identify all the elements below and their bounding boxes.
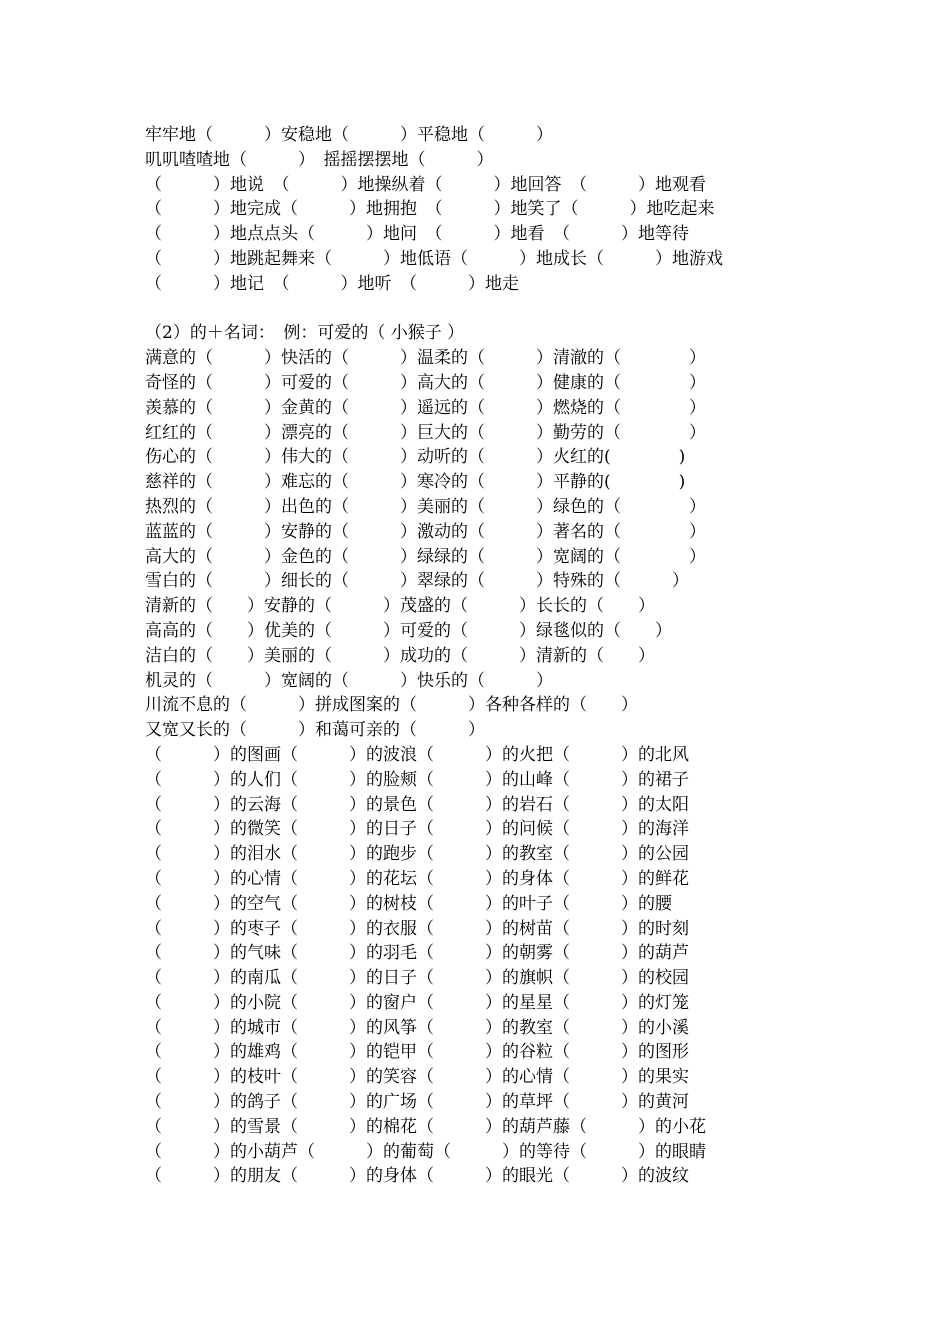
exercise-line: （ ）的小葫芦（ ）的葡萄（ ）的等待（ ）的眼睛 <box>145 1141 706 1162</box>
exercise-line: （ ）的人们（ ）的脸颊（ ）的山峰（ ）的裙子 <box>145 769 689 790</box>
exercise-line: （ ）的云海（ ）的景色（ ）的岩石（ ）的太阳 <box>145 794 689 815</box>
exercise-line: （ ）的图画（ ）的波浪（ ）的火把（ ）的北风 <box>145 744 689 765</box>
section-spacer <box>145 297 845 322</box>
exercise-line: （ ）地点点头（ ）地问 （ ）地看 （ ）地等待 <box>145 224 689 245</box>
exercise-line: 高高的（ ）优美的（ ）可爱的（ ）绿毯似的（ ） <box>145 620 672 641</box>
section-heading: （2）的＋名词： 例：可爱的（ 小猴子 ） <box>145 323 465 344</box>
exercise-line: 热烈的（ ）出色的（ ）美丽的（ ）绿色的（ ） <box>145 496 706 517</box>
exercise-line: （ ）的枝叶（ ）的笑容（ ）的心情（ ）的果实 <box>145 1067 689 1088</box>
noun-exercise-section <box>145 346 845 1189</box>
exercise-line: 牢牢地（ ）安稳地（ ）平稳地（ ） <box>145 125 553 145</box>
exercise-line: （ ）地说 （ ）地操纵着（ ）地回答 （ ）地观看 <box>145 174 706 195</box>
exercise-line: （ ）的雪景（ ）的棉花（ ）的葫芦藤（ ）的小花 <box>145 1116 706 1137</box>
exercise-line: （ ）的朋友（ ）的身体（ ）的眼光（ ）的波纹 <box>145 1166 689 1187</box>
exercise-line: 洁白的（ ）美丽的（ ）成功的（ ）清新的（ ） <box>145 645 655 666</box>
exercise-line: 高大的（ ）金色的（ ）绿绿的（ ）宽阔的（ ） <box>145 546 706 567</box>
exercise-line: （ ）的鸽子（ ）的广场（ ）的草坪（ ）的黄河 <box>145 1092 689 1113</box>
exercise-line: 奇怪的（ ）可爱的（ ）高大的（ ）健康的（ ） <box>145 372 706 393</box>
exercise-line: （ ）的气味（ ）的羽毛（ ）的朝雾（ ）的葫芦 <box>145 943 689 964</box>
exercise-line: （ ）的微笑（ ）的日子（ ）的问候（ ）的海洋 <box>145 819 689 840</box>
exercise-line: 清新的（ ）安静的（ ）茂盛的（ ）长长的（ ） <box>145 596 655 617</box>
exercise-line: （ ）的泪水（ ）的跑步（ ）的教室（ ）的公园 <box>145 844 689 865</box>
exercise-line: 机灵的（ ）宽阔的（ ）快乐的（ ） <box>145 670 553 691</box>
exercise-line: 又宽又长的（ ）和蔼可亲的（ ） <box>145 720 485 741</box>
exercise-line: （ ）的雄鸡（ ）的铠甲（ ）的谷粒（ ）的图形 <box>145 1042 689 1063</box>
exercise-line: 满意的（ ）快活的（ ）温柔的（ ）清澈的（ ） <box>145 348 706 369</box>
exercise-line: （ ）的心情（ ）的花坛（ ）的身体（ ）的鲜花 <box>145 868 689 889</box>
exercise-line: （ ）地完成（ ）地拥抱 （ ）地笑了（ ）地吃起来 <box>145 199 715 220</box>
adverb-exercise-section <box>145 123 845 297</box>
exercise-line: （ ）的空气（ ）的树枝（ ）的叶子（ ）的腰 <box>145 893 672 914</box>
exercise-line: （ ）的小院（ ）的窗户（ ）的星星（ ）的灯笼 <box>145 992 689 1013</box>
exercise-line: 伤心的（ ）伟大的（ ）动听的（ ）火红的( ) <box>145 447 686 468</box>
exercise-line: 红红的（ ）漂亮的（ ）巨大的（ ）勤劳的（ ） <box>145 422 706 443</box>
exercise-line: （ ）地记 （ ）地听 （ ）地走 <box>145 273 519 294</box>
exercise-line: 雪白的（ ）细长的（ ）翠绿的（ ）特殊的（ ） <box>145 571 689 592</box>
exercise-line: 叽叽喳喳地（ ） 摇摇摆摆地（ ） <box>145 149 494 170</box>
exercise-line: 羡慕的（ ）金黄的（ ）遥远的（ ）燃烧的（ ） <box>145 397 706 418</box>
exercise-line: 蓝蓝的（ ）安静的（ ）激动的（ ）著名的（ ） <box>145 521 706 542</box>
exercise-line: （ ）的城市（ ）的风筝（ ）的教室（ ）的小溪 <box>145 1017 689 1038</box>
exercise-line: （ ）地跳起舞来（ ）地低语（ ）地成长（ ）地游戏 <box>145 248 723 269</box>
exercise-line: （ ）的枣子（ ）的衣服（ ）的树苗（ ）的时刻 <box>145 918 689 939</box>
exercise-line: （ ）的南瓜（ ）的日子（ ）的旗帜（ ）的校园 <box>145 968 689 989</box>
exercise-line: 慈祥的（ ）难忘的（ ）寒冷的（ ）平静的( ) <box>145 472 686 493</box>
worksheet-document <box>145 123 845 1189</box>
exercise-line: 川流不息的（ ）拼成图案的（ ）各种各样的（ ） <box>145 695 638 716</box>
